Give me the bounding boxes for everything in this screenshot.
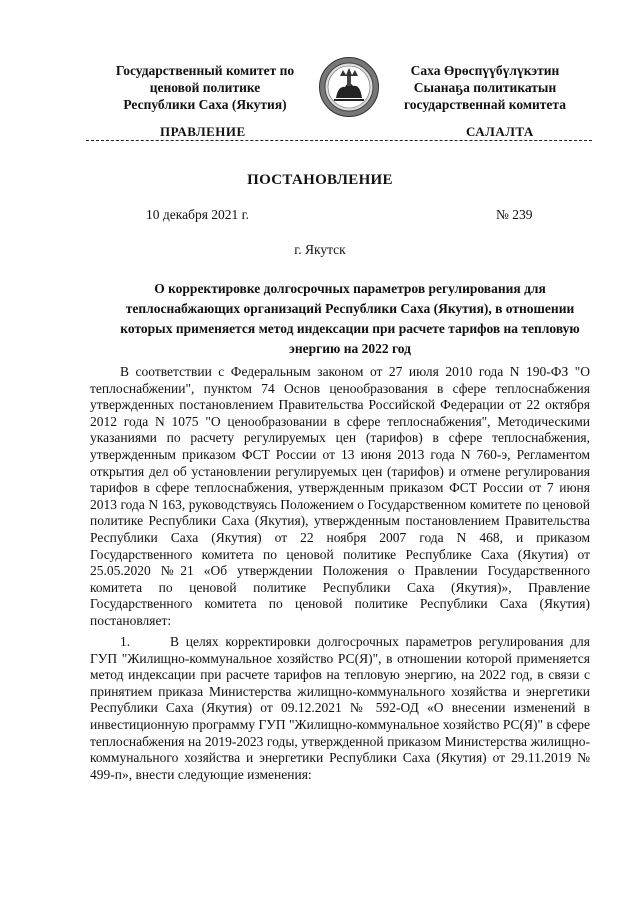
header-right-line: государственнай комитета [404,97,566,112]
item-number: 1. [120,634,131,649]
header-right-org [380,62,590,113]
document-type: ПОСТАНОВЛЕНИЕ [247,172,393,188]
header-left-line: Республики Саха (Якутия) [123,97,287,112]
header-right-subtitle: САЛАЛТА [466,124,534,139]
item-1-paragraph [90,634,590,783]
header-right-line: Саха Өрөспүүбүлүкэтин [410,63,560,78]
coat-of-arms-yakutia-icon [318,56,380,118]
header-left-subtitle: ПРАВЛЕНИЕ [160,124,246,139]
header-left-org [90,62,320,113]
header-divider [86,140,592,141]
header-left-line: ценовой политике [149,80,261,95]
header-left-line: Государственный комитет по [115,63,295,78]
document-number: № 239 [496,207,533,222]
document-subject: О корректировке долгосрочных параметров регулирования для теплоснабжающих организаций Республики Саха (Якутия), в отношении которых применяется метод индексации при расчете тарифов на тепловую энергию на 2022 год [120,281,580,356]
header-right-line: Сыанаҕа политикатын [413,80,557,95]
document-date: 10 декабря 2021 г. [146,207,250,222]
item-text: В целях корректировки долгосрочных параметров регулирования для ГУП "Жилищно-коммунальное хозяйство РС(Я)", в отношении которой применяется метод индексации при расчете тарифов на тепловую энергию, на 2022 год, в связи с принятием приказа Министерства жилищно-коммунального хозяйства и энергетики Республики Саха (Якутия) от 09.12.2021 № 592-ОД «О внесении изменений в инвестиционную программу ГУП "Жилищно-коммунальное хозяйство РС(Я)" в сфере теплоснабжения на 2019-2023 годы, утвержденной приказом Министерства жилищно-коммунального хозяйства и энергетики Республики Саха (Якутия) от 29.11.2019 № 499-п», внести следующие изменения: [90,634,590,782]
preamble-paragraph: В соответствии с Федеральным законом от 27 июля 2010 года N 190-ФЗ "О теплоснабжении", пунктом 74 Основ ценообразования в сфере теплоснабжения утвержденных постановлением Правительства Российской Федерации от 22 октября 2012 года N 1075 "О ценообразовании в сфере теплоснабжения", Методическими указаниями по расчету регулируемых цен (тарифов) в сфере теплоснабжения, утвержденным приказом ФСТ России от 13 июня 2013 года N 760-э, Регламентом открытия дел об установлении регулируемых цен (тарифов) и отмене регулирования тарифов в сфере теплоснабжения, утвержденным приказом ФСТ России от 7 июня 2013 года N 163, руководствуясь Положением о Государственном комитете по ценовой политике Республики Саха (Якутия), утвержденным постановлением Правительства Республики Саха (Якутия) от 22 ноября 2007 года N 468, и приказом Государственного комитета по ценовой политике Республике Саха (Якутия) от 25.05.2020 №21 «Об утверждении Положения о Правлении Государственного комитета по ценовой политике Республики Саха (Якутия)», Правление Государственного комитета по ценовой политике Республики Саха (Якутия) постановляет: [90,364,590,628]
document-city: г. Якутск [294,242,346,257]
